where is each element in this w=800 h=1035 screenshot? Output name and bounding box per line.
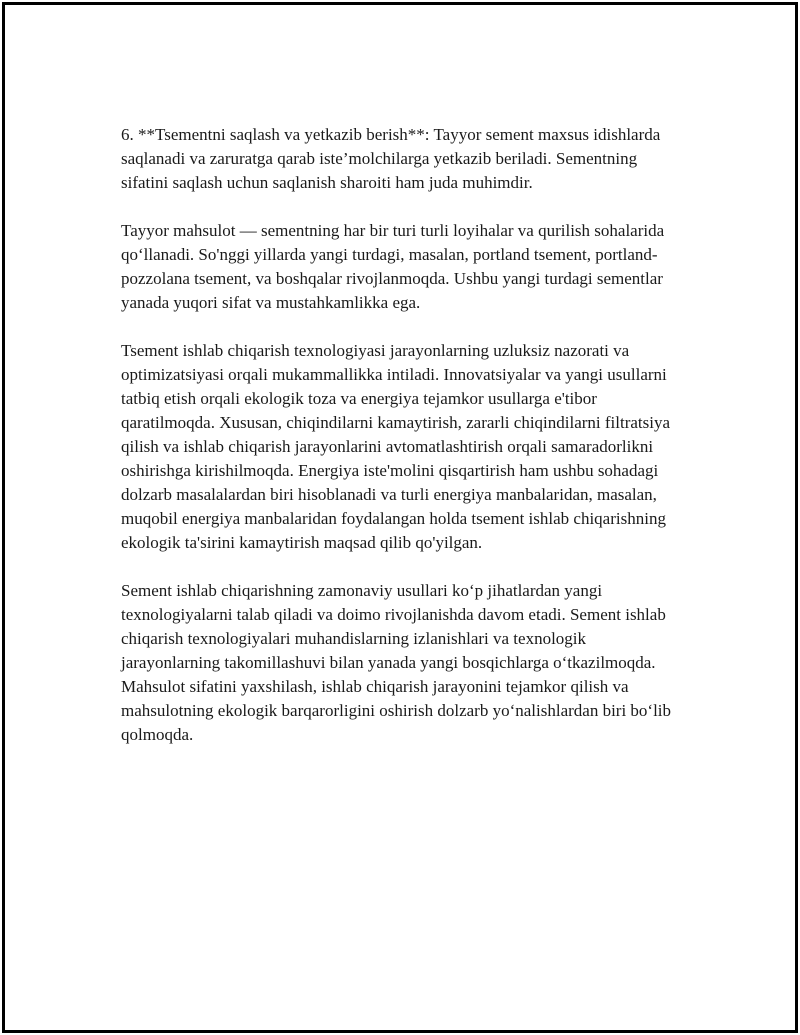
document-body <box>121 123 681 771</box>
paragraph-modern-methods: Sement ishlab chiqarishning zamonaviy usullari ko‘p jihatlardan yangi texnologiyalarni talab qiladi va doimo rivojlanishda davom etadi. Sement ishlab chiqarish texnologiyalari muhandislarning izlanishlari va texnologik jarayonlarning takomillashuvi bilan yanada yangi bosqichlarga o‘tkazilmoqda. Mahsulot sifatini yaxshilash, ishlab chiqarish jarayonini tejamkor qilish va mahsulotning ekologik barqarorligini oshirish dolzarb yo‘nalishlardan biri bo‘lib qolmoqda. <box>121 581 672 744</box>
page-frame <box>2 2 798 1033</box>
paragraph-cement-storage: 6. **Tsementni saqlash va yetkazib berish**: Tayyor sement maxsus idishlarda saqlanadi va zaruratga qarab iste’molchilarga yetkazib beriladi. Sementning sifatini saqlash uchun saqlanish sharoiti ham juda muhimdir. <box>121 125 661 192</box>
paragraph-technology-optimization: Tsement ishlab chiqarish texnologiyasi jarayonlarning uzluksiz nazorati va optimizatsiyasi orqali mukammallikka intiladi. Innovatsiyalar va yangi usullarni tatbiq etish orqali ekologik toza va energiya tejamkor usullarga e'tibor qaratilmoqda. Xususan, chiqindilarni kamaytirish, zararli chiqindilarni filtratsiya qilish va ishlab chiqarish jarayonlarini avtomatlashtirish orqali samaradorlikni oshirishga kirishilmoqda. Energiya iste'molini qisqartirish ham ushbu sohadagi dolzarb masalalardan biri hisoblanadi va turli energiya manbalaridan, masalan, muqobil energiya manbalaridan foydalangan holda tsement ishlab chiqarishning ekologik ta'sirini kamaytirish maqsad qilib qo'yilgan. <box>121 341 671 552</box>
paragraph-finished-product: Tayyor mahsulot — sementning har bir turi turli loyihalar va qurilish sohalarida qo‘llanadi. So'nggi yillarda yangi turdagi, masalan, portland tsement, portland-pozzolana tsement, va boshqalar rivojlanmoqda. Ushbu yangi turdagi sementlar yanada yuqori sifat va mustahkamlikka ega. <box>121 221 665 312</box>
